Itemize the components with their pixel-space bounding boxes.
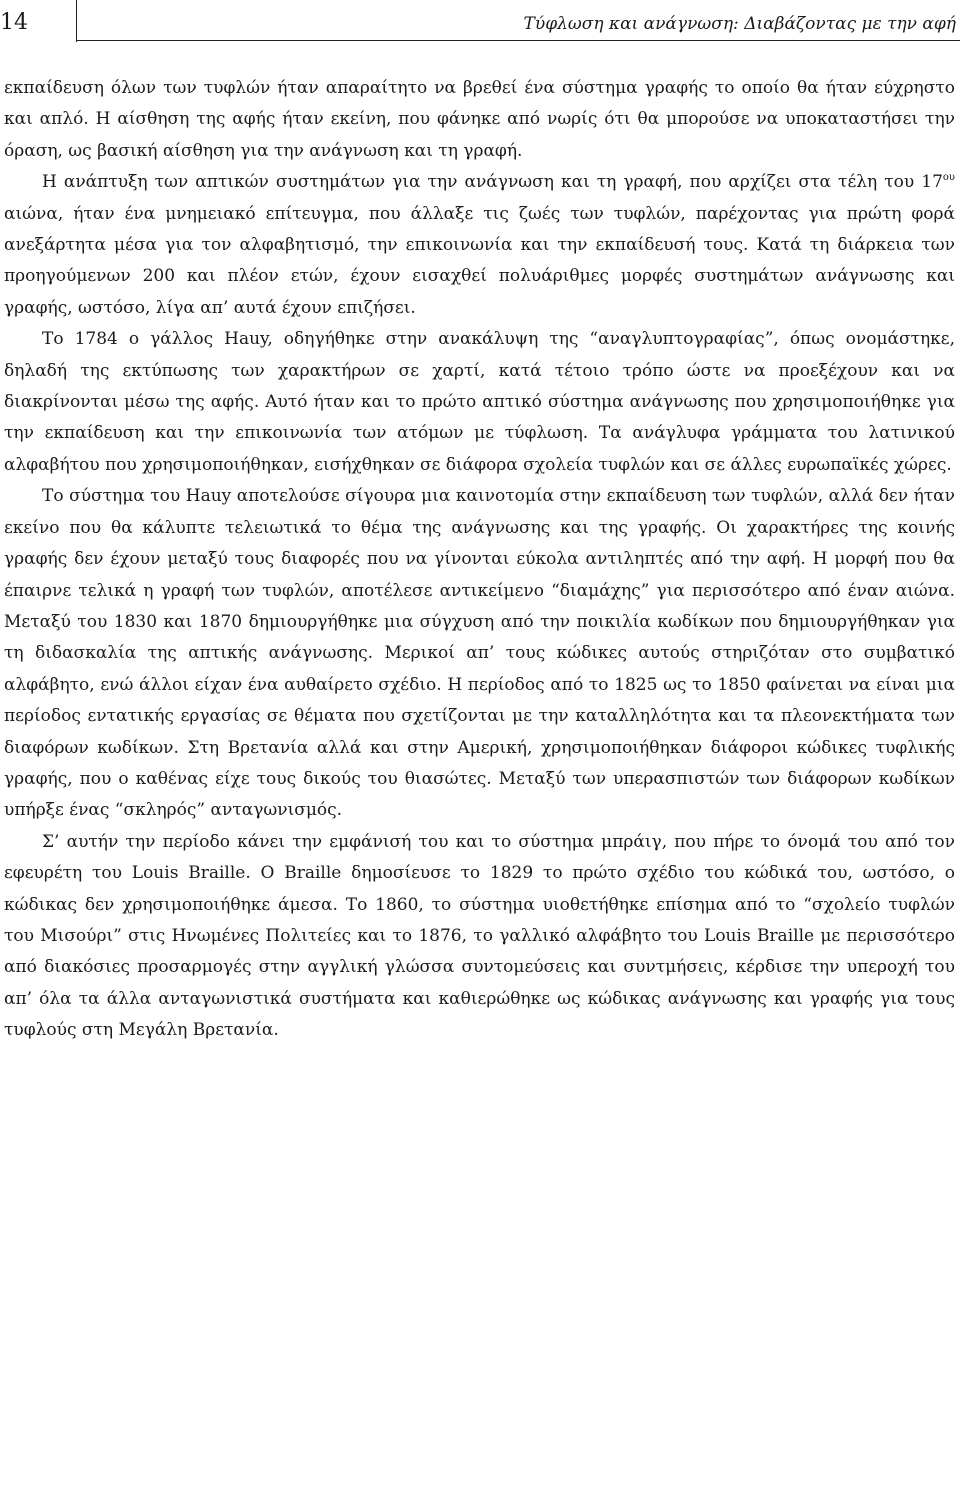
header-horizontal-rule bbox=[76, 40, 960, 41]
paragraph-1: εκπαίδευση όλων των τυφλών ήταν απαραίτητο να βρεθεί ένα σύστημα γραφής το οποίο θα ήταν εύχρηστο και απλό. Η αίσθηση της αφής ήταν εκείνη, που φάνηκε από νωρίς ότι θα μπορούσε να υποκαταστήσει την όραση, ως βασική αίσθηση για την ανάγνωση και τη γραφή. bbox=[4, 78, 955, 161]
paragraph-3: Το 1784 ο γάλλος Hauy, οδηγήθηκε στην ανακάλυψη της “αναγλυπτογραφίας”, όπως ονομάστηκε, δηλαδή της εκτύπωσης των χαρακτήρων σε χαρτί, κατά τέτοιο τρόπο ώστε να προεξέχουν και να διακρίνονται μέσω της αφής. Αυτό ήταν και το πρώτο απτικό σύστημα ανάγνωσης που χρησιμοποιήθηκε για την εκπαίδευση και την επικοινωνία των ατόμων με τύφλωση. Τα ανάγλυφα γράμματα του λατινικού αλφαβήτου που χρησιμοποιήθηκαν, εισήχθηκαν σε διάφορα σχολεία τυφλών και σε άλλες ευρωπαϊκές χώρες. bbox=[4, 329, 955, 475]
paragraph-5: Σ’ αυτήν την περίοδο κάνει την εμφάνισή του και το σύστημα μπράιγ, που πήρε το όνομά του από τον εφευρέτη του Louis Braille. Ο Braille δημοσίευσε το 1829 το πρώτο σχέδιο του κώδικά του, ωστόσο, ο κώδικας δεν χρησιμοποιήθηκε άμεσα. Το 1860, το σύστημα υιοθετήθηκε επίσημα από το “σχολείο τυφλών του Μισούρι” στις Ηνωμένες Πολιτείες και το 1876, το γαλλικό αλφάβητο του Louis Braille με περισσότερο από διακόσιες προσαρμογές στην αγγλική γλώσσα συντομεύσεις και συντμήσεις, κέρδισε την υπεροχή του απ’ όλα τα άλλα ανταγωνιστικά συστήματα και καθιερώθηκε ως κώδικας ανάγνωσης και γραφής για τους τυφλούς στη Μεγάλη Βρετανία. bbox=[4, 831, 955, 1041]
paragraph-2 bbox=[4, 167, 955, 324]
ordinal-superscript: ου bbox=[942, 172, 955, 184]
body-text bbox=[4, 73, 955, 1047]
page-number: 14 bbox=[0, 10, 28, 35]
paragraph-2-text-end: αιώνα, ήταν ένα μνημειακό επίτευγμα, που άλλαξε τις ζωές των τυφλών, παρέχοντας για πρώτη φορά ανεξάρτητα μέσα για τον αλφαβητισμό, την επικοινωνία και την εκπαίδευσή τους. Κατά τη διάρκεια των προηγούμενων 200 και πλέον ετών, έχουν εισαχθεί πολυάριθμες μορφές συστημάτων ανάγνωσης και γραφής, ωστόσο, λίγα απ’ αυτά έχουν επιζήσει. bbox=[4, 203, 955, 318]
header-vertical-rule bbox=[76, 0, 77, 42]
paragraph-2-text-start: Η ανάπτυξη των απτικών συστημάτων για την ανάγνωση και τη γραφή, που αρχίζει στα τέλη του 17 bbox=[42, 172, 943, 193]
running-title: Τύφλωση και ανάγνωση: Διαβάζοντας με την αφή bbox=[523, 14, 956, 34]
paragraph-4: Το σύστημα του Hauy αποτελούσε σίγουρα μια καινοτομία στην εκπαίδευση των τυφλών, αλλά δεν ήταν εκείνο που θα κάλυπτε τελειωτικά το θέμα της ανάγνωσης και της γραφής. Οι χαρακτήρες της κοινής γραφής δεν έχουν μεταξύ τους διαφορές που να γίνονται εύκολα αντιληπτές από την αφή. Η μορφή που θα έπαιρνε τελικά η γραφή των τυφλών, αποτέλεσε αντικείμενο “διαμάχης” για περισσότερο από έναν αιώνα. Μεταξύ του 1830 και 1870 δημιουργήθηκε μια σύγχυση από την ποικιλία κωδίκων που δημιουργήθηκαν για τη διδασκαλία της απτικής ανάγνωσης. Μερικοί απ’ τους κώδικες αυτούς στηριζόταν στο συμβατικό αλφάβητο, ενώ άλλοι είχαν ένα αυθαίρετο σχέδιο. Η περίοδος από το 1825 ως το 1850 φαίνεται να είναι μια περίοδος εντατικής εργασίας σε θέματα που σχετίζονται με την καταλληλότητα και τα πλεονεκτήματα των διαφόρων κωδίκων. Στη Βρετανία αλλά και στην Αμερική, χρησιμοποιήθηκαν διάφοροι κώδικες τυφλικής γραφής, που ο καθένας είχε τους δικούς του θιασώτες. Μεταξύ των υπερασπιστών των διάφορων κωδίκων υπήρξε ένας “σκληρός” ανταγωνισμός. bbox=[4, 486, 955, 821]
page-header bbox=[0, 0, 960, 42]
